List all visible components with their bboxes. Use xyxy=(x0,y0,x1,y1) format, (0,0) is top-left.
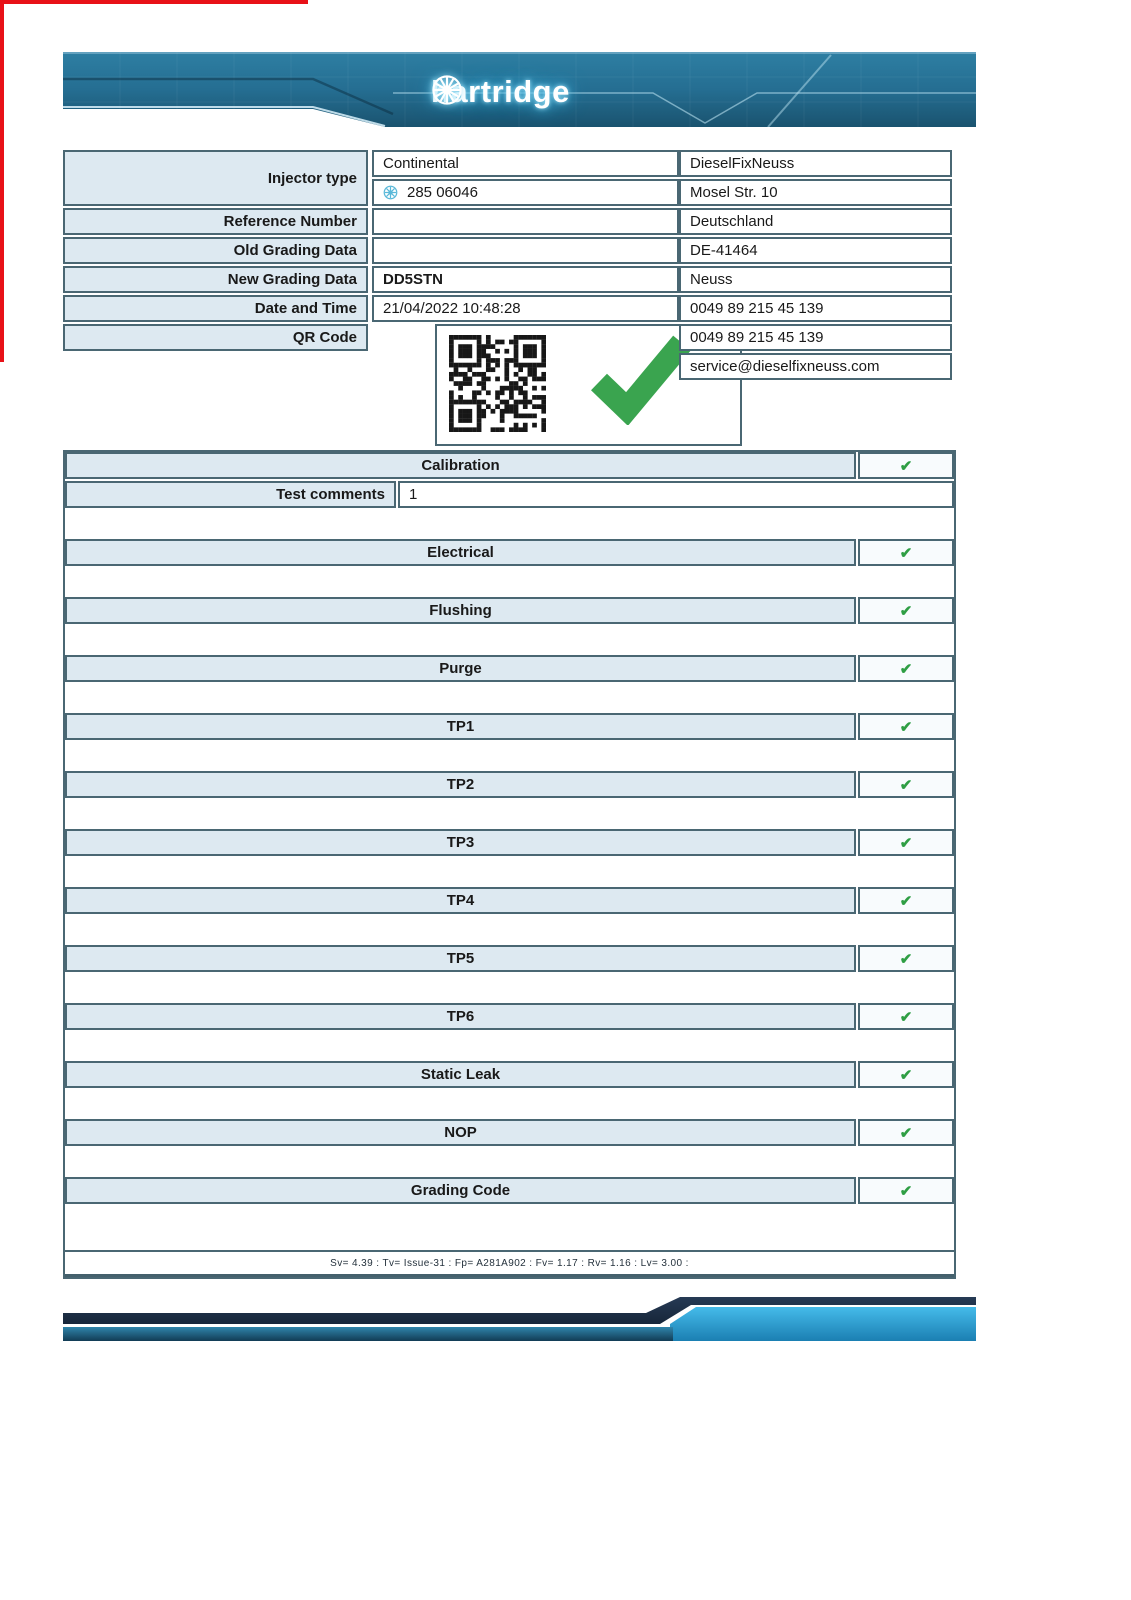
value-injector-part-number-text: 285 06046 xyxy=(407,184,478,201)
check-icon: ✔ xyxy=(899,1066,913,1084)
section-tp2 xyxy=(65,771,856,798)
check-icon: ✔ xyxy=(899,1124,913,1142)
value-date-and-time-text: 21/04/2022 10:48:28 xyxy=(383,300,521,317)
workshop-address-line-text: Neuss xyxy=(690,271,733,288)
value-injector-part-number xyxy=(372,179,679,206)
workshop-address-line-text: DE-41464 xyxy=(690,242,758,259)
section-tp4-text: TP4 xyxy=(446,892,475,909)
status-nop xyxy=(858,1119,954,1146)
label-injector-type-text: Injector type xyxy=(267,169,357,187)
section-tp6-text: TP6 xyxy=(446,1008,475,1025)
status-tp3 xyxy=(858,829,954,856)
check-icon: ✔ xyxy=(899,776,913,794)
workshop-address-line xyxy=(679,150,952,177)
label-new-grading-data xyxy=(63,266,368,293)
qr-code-image xyxy=(449,335,546,432)
value-test-comments xyxy=(398,481,954,508)
section-tp3 xyxy=(65,829,856,856)
value-new-grading-data xyxy=(372,266,679,293)
workshop-address-line xyxy=(679,237,952,264)
section-static-leak xyxy=(65,1061,856,1088)
status-tp1 xyxy=(858,713,954,740)
label-test-comments-text: Test comments xyxy=(276,486,385,503)
workshop-address-line xyxy=(679,208,952,235)
check-icon: ✔ xyxy=(899,950,913,968)
software-version-text: Sv= 4.39 : Tv= Issue-31 : Fp= A281A902 : Fv= 1.17 : Rv= 1.16 : Lv= 3.00 : xyxy=(330,1257,689,1269)
status-tp6 xyxy=(858,1003,954,1030)
workshop-address-line-text: 0049 89 215 45 139 xyxy=(690,300,824,317)
section-tp1 xyxy=(65,713,856,740)
scan-edge-vertical-mark xyxy=(0,0,4,362)
section-electrical-text: Electrical xyxy=(427,544,494,561)
footer-banner xyxy=(63,1294,976,1346)
software-version-row xyxy=(65,1250,954,1277)
label-date-and-time xyxy=(63,295,368,322)
value-old-grading-data xyxy=(372,237,679,264)
brand-logo xyxy=(431,74,570,110)
label-new-grading-data-text: New Grading Data xyxy=(227,271,357,288)
status-tp4 xyxy=(858,887,954,914)
section-calibration-text: Calibration xyxy=(421,457,500,474)
label-injector-type xyxy=(63,150,368,206)
status-calibration xyxy=(858,452,954,479)
label-reference-number xyxy=(63,208,368,235)
status-static-leak xyxy=(858,1061,954,1088)
section-static-leak-text: Static Leak xyxy=(420,1066,501,1083)
workshop-address-line xyxy=(679,266,952,293)
value-date-and-time xyxy=(372,295,679,322)
section-grading-code-text: Grading Code xyxy=(410,1182,511,1199)
workshop-address-table xyxy=(679,150,956,382)
section-tp1-text: TP1 xyxy=(446,718,475,735)
workshop-address-line-text: Deutschland xyxy=(690,213,774,230)
workshop-address-line xyxy=(679,353,952,380)
scan-edge-horizontal-mark xyxy=(0,0,308,4)
check-icon: ✔ xyxy=(899,1008,913,1026)
check-icon: ✔ xyxy=(899,834,913,852)
section-tp3-text: TP3 xyxy=(446,834,475,851)
workshop-address-line-text: service@dieselfixneuss.com xyxy=(690,358,880,375)
footer-banner-art xyxy=(63,1294,976,1346)
status-electrical xyxy=(858,539,954,566)
section-flushing-text: Flushing xyxy=(429,602,492,619)
section-electrical xyxy=(65,539,856,566)
label-old-grading-data xyxy=(63,237,368,264)
workshop-address-line-text: 0049 89 215 45 139 xyxy=(690,329,824,346)
label-test-comments xyxy=(65,481,396,508)
workshop-address-line xyxy=(679,179,952,206)
status-grading-code xyxy=(858,1177,954,1204)
status-flushing xyxy=(858,597,954,624)
status-tp5 xyxy=(858,945,954,972)
check-icon: ✔ xyxy=(899,602,913,620)
section-grading-code xyxy=(65,1177,856,1204)
workshop-address-line-text: Mosel Str. 10 xyxy=(690,184,778,201)
check-icon: ✔ xyxy=(899,892,913,910)
check-icon: ✔ xyxy=(899,544,913,562)
section-tp4 xyxy=(65,887,856,914)
value-injector-make-text: Continental xyxy=(383,155,459,172)
value-new-grading-data-text: DD5STN xyxy=(383,271,444,288)
check-icon: ✔ xyxy=(899,457,913,475)
label-date-and-time-text: Date and Time xyxy=(254,300,357,317)
check-icon: ✔ xyxy=(899,1182,913,1200)
workshop-address-line xyxy=(679,295,952,322)
section-purge xyxy=(65,655,856,682)
section-nop-text: NOP xyxy=(444,1124,477,1141)
brand-logo-text: hartridge xyxy=(431,74,570,109)
check-icon: ✔ xyxy=(899,718,913,736)
section-calibration xyxy=(65,452,856,479)
status-purge xyxy=(858,655,954,682)
value-injector-make xyxy=(372,150,679,177)
test-checklist xyxy=(63,450,956,1279)
section-nop xyxy=(65,1119,856,1146)
check-icon: ✔ xyxy=(899,660,913,678)
label-qr-code-text: QR Code xyxy=(292,329,357,346)
value-reference-number xyxy=(372,208,679,235)
label-reference-number-text: Reference Number xyxy=(223,213,357,230)
label-qr-code xyxy=(63,324,368,351)
label-old-grading-data-text: Old Grading Data xyxy=(233,242,357,259)
section-tp2-text: TP2 xyxy=(446,776,475,793)
section-tp5-text: TP5 xyxy=(446,950,475,967)
section-tp5 xyxy=(65,945,856,972)
workshop-address-line-text: DieselFixNeuss xyxy=(690,155,795,172)
header-banner xyxy=(63,52,976,127)
workshop-address-line xyxy=(679,324,952,351)
hartridge-wheel-icon xyxy=(431,74,463,106)
injector-info-table xyxy=(63,150,679,446)
section-tp6 xyxy=(65,1003,856,1030)
value-test-comments-text: 1 xyxy=(409,486,418,503)
section-flushing xyxy=(65,597,856,624)
status-tp2 xyxy=(858,771,954,798)
section-purge-text: Purge xyxy=(439,660,482,677)
wheel-icon xyxy=(383,185,398,200)
